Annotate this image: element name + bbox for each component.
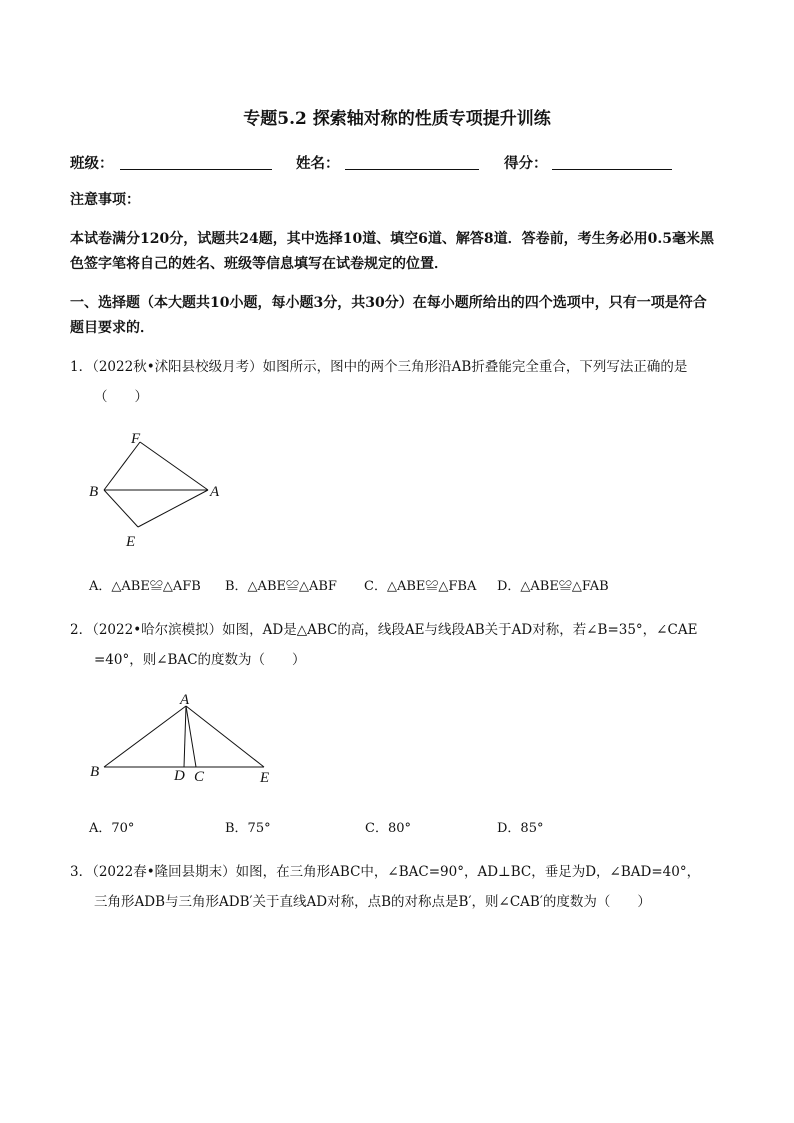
question-3-line-2: 三角形ADB与三角形ADB′关于直线AD对称，点B的对称点是B′，则∠CAB′的度数为（ ） bbox=[94, 894, 651, 910]
score-label: 得分： bbox=[504, 155, 548, 172]
class-label: 班级： bbox=[70, 155, 114, 172]
name-label: 姓名： bbox=[296, 155, 340, 172]
q2-option-b[interactable]: B．75° bbox=[225, 821, 271, 836]
question-3-line-1: 3．（2022春•隆回县期末）如图，在三角形ABC中，∠BAC=90°，AD⊥BC，垂足为D，∠BAD=40°， bbox=[70, 864, 701, 880]
point-label-c: C bbox=[194, 769, 205, 785]
question-1-line-1: 1．（2022秋•沭阳县校级月考）如图所示，图中的两个三角形沿AB折叠能完全重合，下列写法正确的是 bbox=[70, 359, 688, 375]
point-label-e: E bbox=[126, 534, 136, 550]
class-field-line[interactable] bbox=[120, 169, 272, 170]
point-label-a: A bbox=[180, 692, 190, 708]
q1-option-d[interactable]: D．△ABE≌△FAB bbox=[497, 579, 609, 594]
notes-line-1: 本试卷满分120分，试题共24题，其中选择10道、填空6道、解答8道．答卷前，考生务必用0.5毫米黑 bbox=[70, 231, 715, 247]
point-label-b: B bbox=[90, 764, 100, 780]
question-2-line-1: 2．（2022•哈尔滨模拟）如图，AD是△ABC的高，线段AE与线段AB关于AD对称，若∠B=35°，∠CAE bbox=[70, 622, 698, 638]
page-title: 专题5.2 探索轴对称的性质专项提升训练 bbox=[243, 109, 551, 129]
point-label-b: B bbox=[89, 484, 99, 500]
point-label-f: F bbox=[131, 431, 141, 447]
segment-bf bbox=[104, 442, 140, 490]
segment-be bbox=[104, 490, 138, 527]
segment-ad bbox=[184, 706, 186, 767]
q2-option-d[interactable]: D．85° bbox=[497, 821, 544, 836]
segment-ac bbox=[186, 706, 196, 767]
segment-ae bbox=[186, 706, 264, 767]
q1-option-b[interactable]: B．△ABE≌△ABF bbox=[225, 579, 337, 594]
segment-fa bbox=[140, 442, 208, 490]
section1-instructions-line-2: 题目要求的． bbox=[70, 320, 154, 336]
q1-option-c[interactable]: C．△ABE≌△FBA bbox=[364, 579, 477, 594]
section1-instructions-line-1: 一、选择题（本大题共10小题，每小题3分，共30分）在每小题所给出的四个选项中，只有一项是符合 bbox=[70, 295, 707, 311]
question-1-line-2: （ ） bbox=[94, 389, 148, 405]
q2-option-a[interactable]: A．70° bbox=[89, 821, 135, 836]
q2-option-c[interactable]: C．80° bbox=[365, 821, 411, 836]
notes-heading: 注意事项： bbox=[70, 192, 140, 208]
question-2-figure bbox=[80, 690, 300, 790]
point-label-e: E bbox=[260, 770, 270, 786]
notes-line-2: 色签字笔将自己的姓名、班级等信息填写在试卷规定的位置． bbox=[70, 256, 448, 272]
question-2-line-2: =40°，则∠BAC的度数为（ ） bbox=[94, 652, 306, 668]
score-field-line[interactable] bbox=[552, 169, 672, 170]
segment-ba bbox=[104, 706, 186, 767]
name-field-line[interactable] bbox=[345, 169, 479, 170]
point-label-a: A bbox=[210, 484, 220, 500]
point-label-d: D bbox=[174, 768, 185, 784]
q1-option-a[interactable]: A．△ABE≌△AFB bbox=[89, 579, 201, 594]
segment-ea bbox=[138, 490, 208, 527]
question-1-figure bbox=[80, 420, 240, 560]
